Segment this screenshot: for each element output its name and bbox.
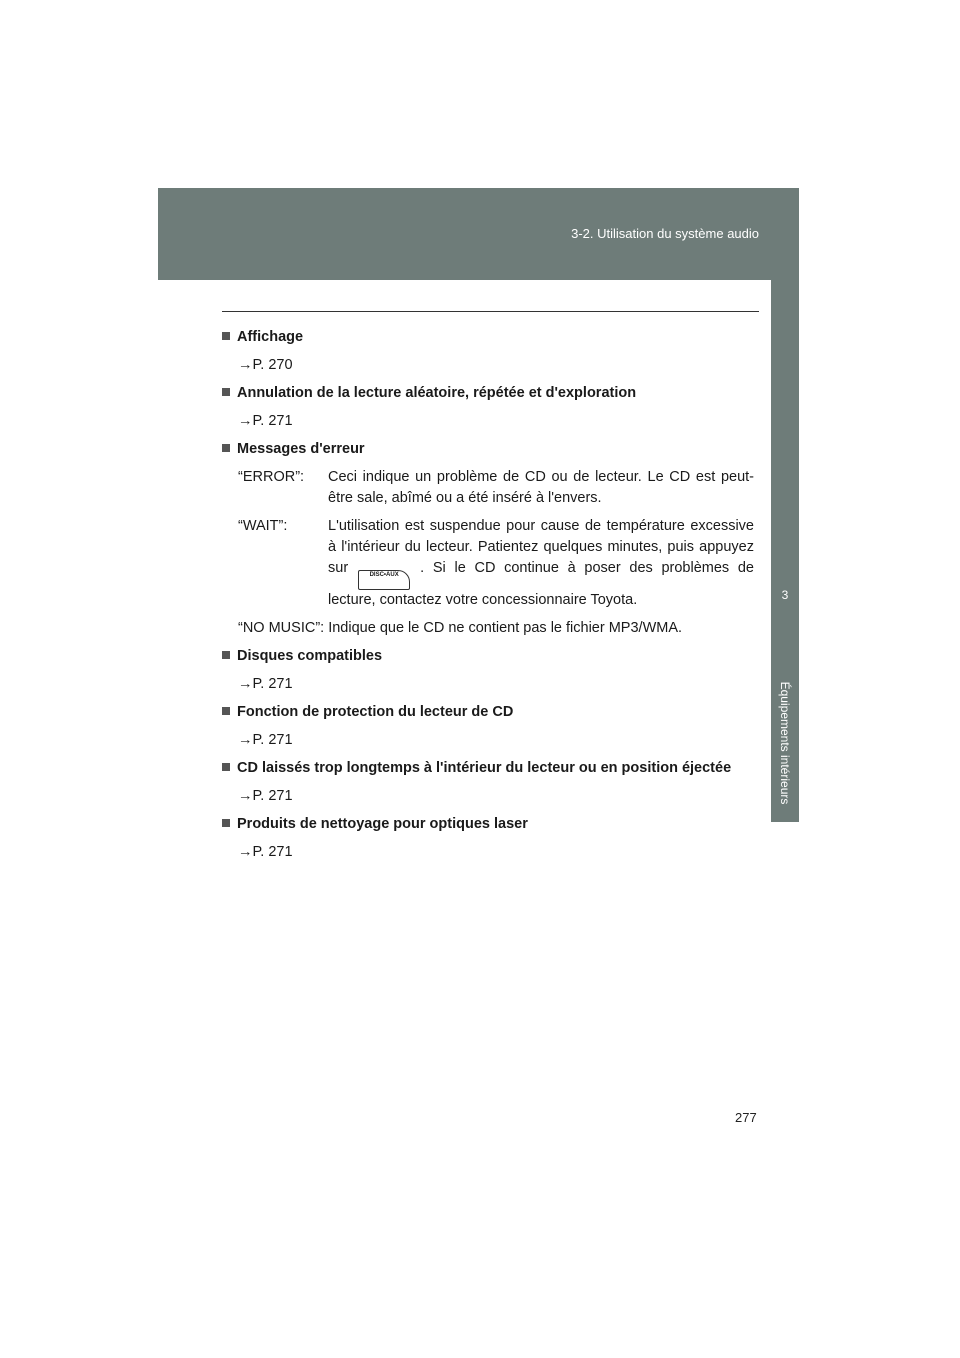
square-bullet-icon — [222, 332, 230, 340]
message-desc: Ceci indique un problème de CD ou de lecteur. Le CD est peut-être sale, abîmé ou a été inséré à l'envers. — [328, 469, 754, 506]
heading-fonction: Fonction de protection du lecteur de CD — [222, 702, 754, 723]
chapter-title: Équipements intérieurs — [778, 681, 792, 805]
message-wait — [238, 516, 754, 611]
heading-produits: Produits de nettoyage pour optiques laser — [222, 814, 754, 835]
heading-cd-laisses: CD laissés trop longtemps à l'intérieur du lecteur ou en position éjectée — [222, 758, 754, 779]
message-error — [238, 467, 754, 509]
square-bullet-icon — [222, 388, 230, 396]
chapter-side-tab — [771, 280, 799, 822]
square-bullet-icon — [222, 819, 230, 827]
ref-fonction: →P. 271 — [238, 732, 293, 748]
heading-affichage: Affichage — [222, 327, 754, 348]
chapter-number: 3 — [781, 588, 789, 602]
message-code: “ERROR”: — [238, 469, 305, 485]
ref-disques: →P. 271 — [238, 676, 293, 692]
page-number: 277 — [735, 1110, 757, 1125]
section-title: 3-2. Utilisation du système audio — [571, 226, 759, 241]
header-band — [158, 188, 799, 280]
page-content — [222, 327, 754, 870]
message-desc: L'utilisation est suspendue pour cause de température excessive à l'intérieur du lecteur. Patientez quelques minutes, puis appuyez sur DISC•AUX . Si le CD continue à poser des problèmes de lecture, contactez votre concessionnaire Toyota. — [328, 518, 754, 608]
disc-aux-button-icon: DISC•AUX — [358, 570, 410, 590]
message-code: “WAIT”: — [238, 518, 288, 534]
square-bullet-icon — [222, 763, 230, 771]
square-bullet-icon — [222, 707, 230, 715]
ref-affichage: →P. 270 — [238, 357, 293, 373]
heading-disques: Disques compatibles — [222, 646, 754, 667]
square-bullet-icon — [222, 444, 230, 452]
message-nomusic: “NO MUSIC”: Indique que le CD ne contient pas le fichier MP3/WMA. — [238, 620, 683, 636]
ref-cd-laisses: →P. 271 — [238, 788, 293, 804]
top-divider — [222, 311, 759, 312]
square-bullet-icon — [222, 651, 230, 659]
ref-produits: →P. 271 — [238, 844, 293, 860]
heading-messages: Messages d'erreur — [222, 439, 754, 460]
ref-annulation: →P. 271 — [238, 413, 293, 429]
heading-annulation: Annulation de la lecture aléatoire, répétée et d'exploration — [222, 383, 754, 404]
